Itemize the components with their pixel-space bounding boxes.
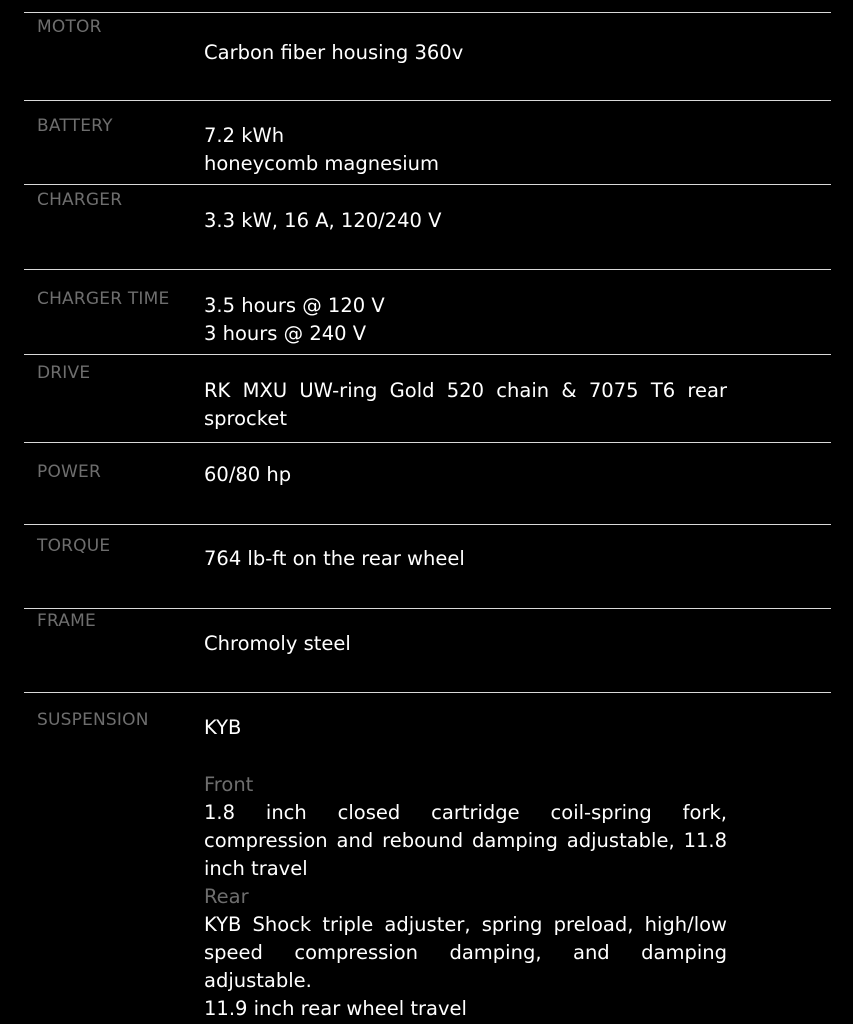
divider xyxy=(24,100,831,101)
spec-value-text: 60/80 hp xyxy=(204,463,292,486)
spec-label-charger-time: CHARGER TIME xyxy=(37,289,170,309)
spec-value-power xyxy=(204,461,727,489)
spec-value-text: Chromoly steel xyxy=(204,632,351,655)
suspension-front-value: 1.8 inch closed cartridge coil-spring fork, compression and rebound damping adjustable, 11.8 inch travel xyxy=(204,801,727,880)
spec-label-battery: BATTERY xyxy=(37,116,113,136)
suspension-rear-label: Rear xyxy=(204,885,249,908)
spec-label-charger: CHARGER xyxy=(37,190,123,210)
spec-label-frame: FRAME xyxy=(37,611,96,631)
spec-value-suspension xyxy=(204,714,727,742)
suspension-front-label: Front xyxy=(204,773,254,796)
spec-value-frame xyxy=(204,630,727,658)
spec-label-motor: MOTOR xyxy=(37,17,102,37)
divider xyxy=(24,354,831,355)
spec-value-charger-time xyxy=(204,292,727,348)
suspension-details xyxy=(204,771,727,1023)
divider xyxy=(24,12,831,13)
spec-value-text: 7.2 kWh xyxy=(204,124,285,147)
divider xyxy=(24,269,831,270)
divider xyxy=(24,692,831,693)
suspension-rear-value: KYB Shock triple adjuster, spring preload, high/low speed compression damping, and damping adjustable. xyxy=(204,913,727,992)
spec-value-charger xyxy=(204,207,727,235)
spec-value-text: 3 hours @ 240 V xyxy=(204,322,367,345)
spec-value-motor xyxy=(204,39,727,67)
divider xyxy=(24,524,831,525)
spec-label-drive: DRIVE xyxy=(37,363,91,383)
divider xyxy=(24,442,831,443)
spec-value-battery xyxy=(204,122,727,178)
divider xyxy=(24,608,831,609)
spec-label-torque: TORQUE xyxy=(37,536,111,556)
suspension-rear-travel: 11.9 inch rear wheel travel xyxy=(204,997,467,1020)
spec-value-text: RK MXU UW-ring Gold 520 chain & 7075 T6 rear sprocket xyxy=(204,379,727,430)
spec-value-text: honeycomb magnesium xyxy=(204,152,440,175)
spec-value-text: KYB xyxy=(204,716,242,739)
spec-value-torque xyxy=(204,545,727,573)
spec-label-power: POWER xyxy=(37,462,101,482)
spec-value-text: Carbon fiber housing 360v xyxy=(204,41,464,64)
spec-label-suspension: SUSPENSION xyxy=(37,710,149,730)
spec-value-drive xyxy=(204,377,727,433)
spec-value-text: 3.5 hours @ 120 V xyxy=(204,294,385,317)
spec-value-text: 3.3 kW, 16 A, 120/240 V xyxy=(204,209,442,232)
divider xyxy=(24,184,831,185)
spec-value-text: 764 lb-ft on the rear wheel xyxy=(204,547,465,570)
